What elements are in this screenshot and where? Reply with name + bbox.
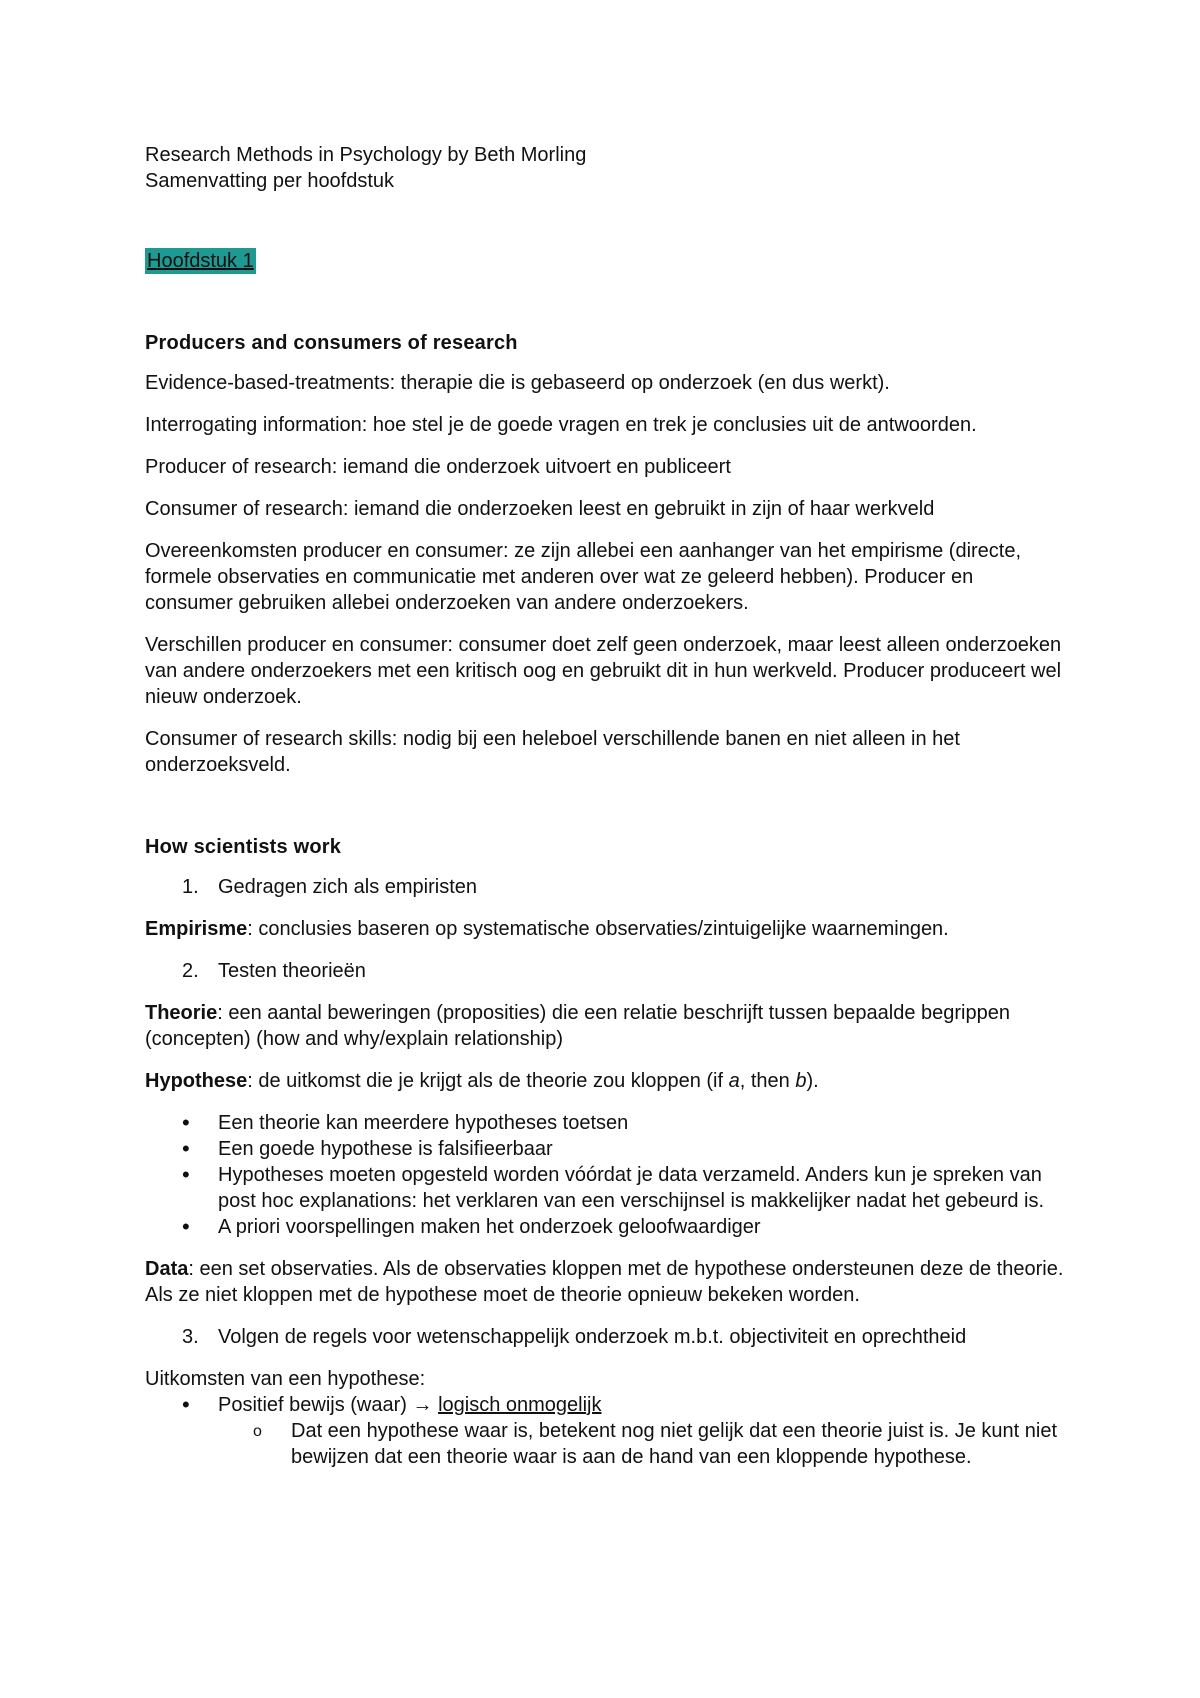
variable-a: a [728,1070,740,1092]
list-item-text: Volgen de regels voor wetenschappelijk onderzoek m.b.t. objectiviteit en oprechtheid [218,1326,967,1348]
definition-text: : een set observaties. Als de observaties kloppen met de hypothese ondersteunen deze de theorie. Als ze niet kloppen met de hypothese moet de theorie opnieuw bekeken worden. [145,1258,1064,1306]
numbered-item-2 [145,958,1065,984]
document-content [145,142,1065,1470]
section-heading-producers-consumers: Producers and consumers of research [145,332,518,354]
outcomes-sub-list [145,1418,1065,1470]
list-item-text: Positief bewijs (waar) → [218,1394,439,1416]
definition-term: Hypothese [145,1070,248,1092]
definition-hypothese [145,1068,1065,1094]
numbered-item-3 [145,1324,1065,1350]
paragraph: Interrogating information: hoe stel je de goede vragen en trek je conclusies uit de antwoorden. [145,414,977,436]
list-item: • Hypotheses moeten opgesteld worden vóórdat je data verzameld. Anders kun je spreken van post hoc explanations: het verklaren van een verschijnsel is makkelijker nadat het gebeurd is. [145,1162,1065,1214]
list-item-text: Testen theorieën [218,960,366,982]
outcomes-label: Uitkomsten van een hypothese: [145,1368,426,1390]
list-item: • Een theorie kan meerdere hypotheses toetsen [145,1110,1065,1136]
paragraph: Consumer of research skills: nodig bij een heleboel verschillende banen en niet alleen in het onderzoeksveld. [145,728,960,776]
paragraph: Verschillen producer en consumer: consumer doet zelf geen onderzoek, maar leest alleen onderzoeken van andere onderzoekers met een kritisch oog en gebruikt dit in hun werkveld. Producer produceert wel nieuw onderzoek. [145,634,1062,708]
list-number: 2. [182,960,199,982]
variable-b: b [795,1070,807,1092]
document-subtitle: Samenvatting per hoofdstuk [145,170,395,192]
definition-term: Data [145,1258,189,1280]
chapter-heading [145,248,1065,274]
definition-text: : conclusies baseren op systematische observaties/zintuigelijke waarnemingen. [247,918,949,940]
outcomes-bullet-list [145,1392,1065,1418]
paragraph: Producer of research: iemand die onderzoek uitvoert en publiceert [145,456,731,478]
definition-text: ). [806,1070,819,1092]
list-item-positive-evidence [145,1392,1065,1418]
definition-term: Theorie [145,1002,218,1024]
list-number: 3. [182,1326,199,1348]
chapter-heading-text: Hoofdstuk 1 [147,250,254,272]
paragraph: Evidence-based-treatments: therapie die is gebaseerd op onderzoek (en dus werkt). [145,372,890,394]
definition-text: , then [739,1070,796,1092]
definition-data [145,1256,1065,1308]
list-number: 1. [182,876,199,898]
section-heading-how-scientists-work: How scientists work [145,836,342,858]
list-item-text: Gedragen zich als empiristen [218,876,478,898]
list-item: • Een goede hypothese is falsifieerbaar [145,1136,1065,1162]
hypothese-bullet-list [145,1110,1065,1240]
paragraph: Consumer of research: iemand die onderzoeken leest en gebruikt in zijn of haar werkveld [145,498,935,520]
list-item: • A priori voorspellingen maken het onderzoek geloofwaardiger [145,1214,1065,1240]
definition-empirisme [145,916,1065,942]
definition-term: Empirisme [145,918,248,940]
definition-theorie [145,1000,1065,1052]
numbered-item-1 [145,874,1065,900]
definition-text: : de uitkomst die je krijgt als de theorie zou kloppen (if [247,1070,729,1092]
document-title: Research Methods in Psychology by Beth Morling [145,144,587,166]
sub-list-item: o Dat een hypothese waar is, betekent nog niet gelijk dat een theorie juist is. Je kunt niet bewijzen dat een theorie waar is aan de hand van een kloppende hypothese. [145,1418,1065,1470]
paragraph: Overeenkomsten producer en consumer: ze zijn allebei een aanhanger van het empirisme (directe, formele observaties en communicatie met anderen over wat ze geleerd hebben). Producer en consumer gebruiken allebei onderzoeken van andere onderzoekers. [145,540,1022,614]
underlined-text: logisch onmogelijk [438,1394,602,1416]
definition-text: : een aantal beweringen (proposities) die een relatie beschrijft tussen bepaalde begrippen (concepten) (how and why/explain relationship) [145,1002,1010,1050]
